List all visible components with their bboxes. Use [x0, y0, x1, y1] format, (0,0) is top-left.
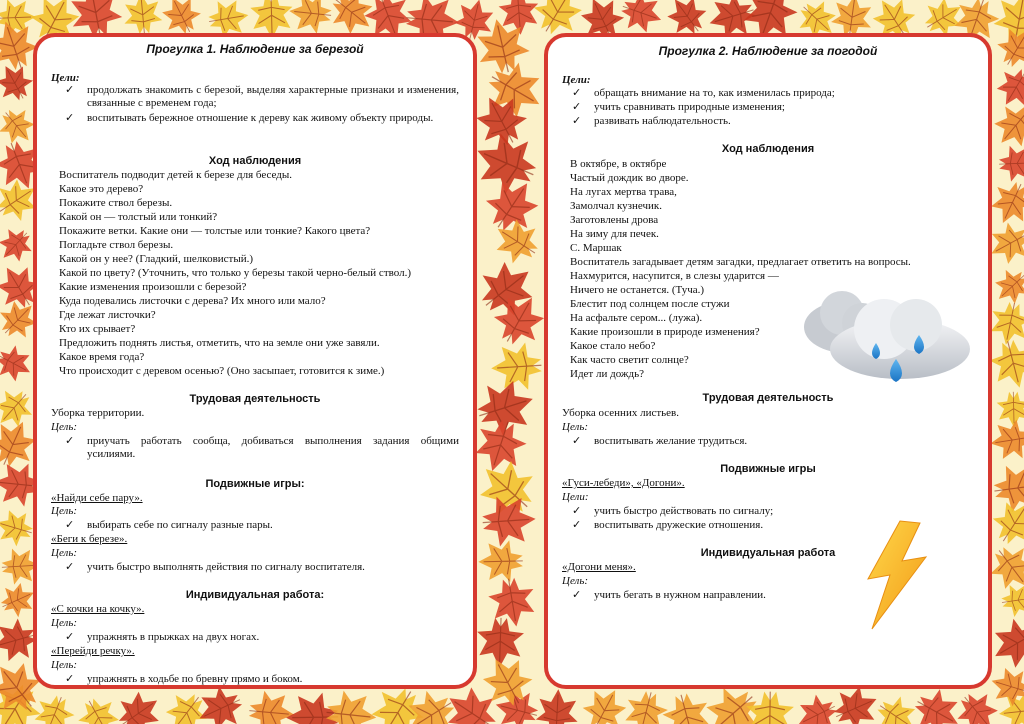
exercise-name: «Перейди речку».: [51, 645, 135, 657]
checkmark-icon: ✓: [65, 673, 75, 685]
observation-line: С. Маршак: [570, 242, 622, 254]
autumn-leaf-icon: [659, 689, 716, 724]
labor-text: Уборка осенних листьев.: [562, 407, 679, 419]
checkmark-icon: ✓: [572, 101, 582, 113]
goal-item: развивать наблюдательность.: [594, 115, 731, 127]
observation-line: Какое время года?: [59, 351, 145, 363]
autumn-leaf-icon: [72, 692, 125, 724]
goal-item: учить быстро действовать по сигналу;: [594, 505, 774, 517]
section-heading-observation: Ход наблюдения: [208, 155, 302, 167]
autumn-leaf-icon: [287, 0, 333, 35]
autumn-leaf-icon: [988, 263, 1024, 311]
autumn-leaf-icon: [110, 684, 168, 724]
observation-line: Какое это дерево?: [59, 183, 144, 195]
observation-line: На лугах мертва трава,: [570, 186, 677, 198]
observation-line: Воспитатель подводит детей к березе для беседы.: [59, 169, 292, 181]
observation-line: Замолчал кузнечик.: [570, 200, 662, 212]
lightning-icon: [864, 519, 930, 631]
goal-label: Цель:: [51, 547, 78, 559]
goal-label: Цель:: [51, 659, 78, 671]
labor-text: Уборка территории.: [51, 407, 145, 419]
autumn-leaf-icon: [990, 62, 1024, 114]
checkmark-icon: ✓: [572, 589, 582, 601]
checkmark-icon: ✓: [65, 112, 75, 124]
autumn-leaf-icon: [486, 575, 539, 630]
checkmark-icon: ✓: [65, 561, 75, 573]
autumn-leaf-icon: [0, 506, 37, 550]
cloud-rain-icon: [794, 283, 974, 403]
observation-line: Частый дождик во дворе.: [570, 172, 689, 184]
autumn-leaf-icon: [1000, 581, 1024, 618]
autumn-leaf-icon: [791, 689, 844, 724]
observation-line: На зиму для печек.: [570, 228, 659, 240]
observation-line: Какой он у нее? (Гладкий, шелковистый.): [59, 253, 254, 265]
checkmark-icon: ✓: [572, 115, 582, 127]
goal-label: Цели:: [562, 491, 589, 503]
observation-line: Ничего не останется. (Туча.): [570, 284, 705, 296]
observation-line: Предложить поднять листья, отметить, что на земле они уже завяли.: [59, 337, 380, 349]
checkmark-icon: ✓: [572, 519, 582, 531]
checkmark-icon: ✓: [65, 519, 75, 531]
checkmark-icon: ✓: [65, 631, 75, 643]
observation-line: Какие изменения произошли с березой?: [59, 281, 247, 293]
autumn-leaf-icon: [476, 617, 524, 668]
observation-line: Что происходит с деревом осенью? (Оно засыпает, готовится к зиме.): [59, 365, 385, 377]
autumn-leaf-icon: [324, 689, 379, 724]
observation-line: Покажите ветки. Какие они — толстые или тонкие? Какого цвета?: [59, 225, 371, 237]
goal-item: учить бегать в нужном направлении.: [594, 589, 766, 601]
autumn-leaf-icon: [620, 687, 671, 724]
observation-line: Идет ли дождь?: [570, 368, 645, 380]
checkmark-icon: ✓: [572, 505, 582, 517]
observation-line: Воспитатель загадывает детям загадки, предлагает ответить на вопросы.: [570, 256, 911, 268]
game-name: «Найди себе пару».: [51, 492, 143, 504]
goal-item: приучать работать сообща, добиваться выполнения задания общими усилиями.: [87, 435, 459, 460]
walk-card-weather: [544, 33, 992, 689]
autumn-leaf-icon: [535, 688, 579, 724]
observation-line: Какие произошли в природе изменения?: [570, 326, 760, 338]
autumn-leaf-icon: [987, 418, 1024, 463]
goal-item: продолжать знакомить с березой, выделяя характерные признаки и изменения, связанные с временем года;: [87, 84, 459, 109]
goal-item: учить быстро выполнять действия по сигналу воспитателя.: [87, 561, 365, 573]
section-heading-games: Подвижные игры: [720, 463, 816, 475]
goal-item: учить сравнивать природные изменения;: [594, 101, 785, 113]
section-heading-labor: Трудовая деятельность: [189, 393, 321, 405]
section-heading-observation: Ход наблюдения: [721, 143, 815, 155]
exercise-name: «Догони меня».: [562, 561, 636, 573]
observation-line: Какой он — толстый или тонкий?: [59, 211, 218, 223]
exercise-name: «С кочки на кочку».: [51, 603, 145, 615]
walk-card-birch: [33, 33, 477, 689]
goals-label: Цели:: [562, 74, 591, 86]
observation-line: Покажите ствол березы.: [59, 197, 173, 209]
section-heading-individual: Индивидуальная работа: [700, 547, 836, 559]
autumn-leaf-icon: [950, 685, 1006, 724]
goal-item: упражнять в ходьбе по бревну прямо и боком.: [87, 673, 303, 685]
section-heading-games: Подвижные игры:: [205, 478, 305, 490]
goal-item: упражнять в прыжках на двух ногах.: [87, 631, 260, 643]
autumn-leaf-icon: [996, 391, 1024, 428]
observation-line: Какой по цвету? (Уточнить, что только у березы такой черно-белый ствол.): [59, 267, 411, 279]
goal-item: воспитывать дружеские отношения.: [594, 519, 764, 531]
observation-line: Как часто светит солнце?: [570, 354, 689, 366]
autumn-leaf-icon: [29, 690, 79, 724]
observation-line: На асфальте сером... (лужа).: [570, 312, 703, 324]
goal-item: выбирать себе по сигналу разные пары.: [87, 519, 273, 531]
autumn-leaf-icon: [470, 252, 544, 326]
autumn-leaf-icon: [478, 540, 523, 583]
card-title: Прогулка 2. Наблюдение за погодой: [658, 44, 878, 58]
autumn-leaf-icon: [746, 691, 794, 724]
goal-label: Цель:: [51, 421, 78, 433]
goal-item: обращать внимание на то, как изменилась природа;: [594, 87, 835, 99]
goal-label: Цель:: [562, 421, 589, 433]
checkmark-icon: ✓: [65, 84, 75, 96]
observation-line: Нахмурится, насупится, в слезы ударится —: [570, 270, 779, 282]
game-names: «Гуси-лебеди», «Догони».: [562, 477, 685, 489]
observation-line: Блестит под солнцем после стужи: [570, 298, 730, 310]
observation-line: Какое стало небо?: [570, 340, 656, 352]
section-heading-individual: Индивидуальная работа:: [185, 589, 325, 601]
autumn-leaf-icon: [998, 145, 1024, 182]
autumn-leaf-icon: [490, 342, 543, 392]
goals-label: Цели:: [51, 72, 80, 84]
observation-line: Погладьте ствол березы.: [59, 239, 174, 251]
observation-line: В октябре, в октябре: [570, 158, 667, 170]
observation-line: Кто их срывает?: [59, 323, 136, 335]
autumn-leaf-icon: [122, 0, 163, 35]
checkmark-icon: ✓: [65, 435, 75, 447]
observation-line: Где лежат листочки?: [59, 309, 156, 321]
checkmark-icon: ✓: [572, 87, 582, 99]
checkmark-icon: ✓: [572, 435, 582, 447]
goal-label: Цель:: [51, 505, 78, 517]
game-name: «Беги к березе».: [51, 533, 128, 545]
goal-item: воспитывать бережное отношение к дереву как живому объекту природы.: [87, 112, 434, 124]
goal-label: Цель:: [51, 617, 78, 629]
section-heading-labor: Трудовая деятельность: [702, 392, 834, 404]
observation-line: Заготовлены дрова: [570, 214, 659, 226]
goal-label: Цель:: [562, 575, 589, 587]
card-title: Прогулка 1. Наблюдение за березой: [146, 42, 364, 56]
goal-item: воспитывать желание трудиться.: [594, 435, 748, 447]
observation-line: Куда подевались листочки с дерева? Их много или мало?: [59, 295, 326, 307]
